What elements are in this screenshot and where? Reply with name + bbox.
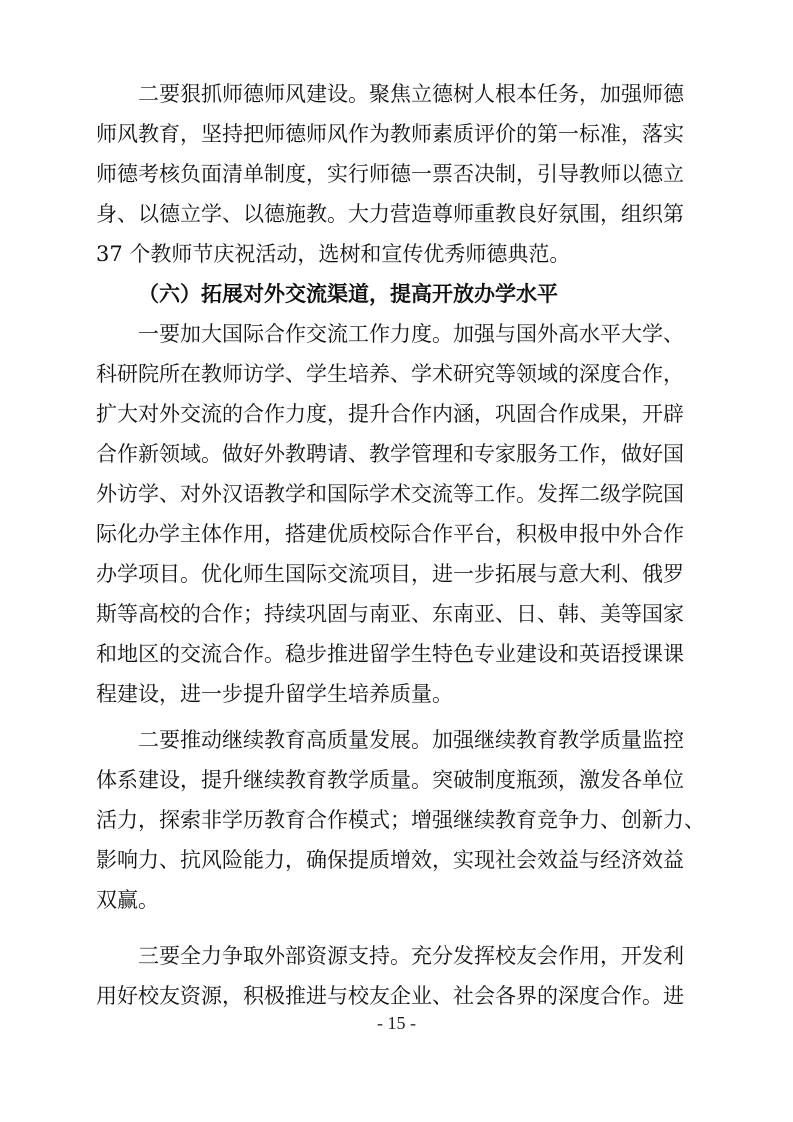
- text-line: 身、以德立学、以德施教。大力营造尊师重教良好氛围，组织第: [96, 202, 684, 226]
- text-line: 科研院所在教师访学、学生培养、学术研究等领域的深度合作，: [96, 362, 684, 386]
- text-line: 双赢。: [96, 888, 159, 912]
- text-line: 体系建设，提升继续教育教学质量。突破制度瓶颈，激发各单位: [96, 768, 684, 792]
- paragraph-international-cooperation: [96, 314, 710, 714]
- page-number: - 15 -: [377, 1013, 416, 1033]
- text-line: 办学项目。优化师生国际交流项目，进一步拓展与意大利、俄罗: [96, 562, 684, 586]
- section-heading-text: （六）拓展对外交流渠道，提高开放办学水平: [138, 281, 558, 306]
- text-line: 37 个教师节庆祝活动，选树和宣传优秀师德典范。: [96, 242, 571, 266]
- text-line: 用好校友资源，积极推进与校友企业、社会各界的深度合作。进: [96, 984, 684, 1008]
- text-line: 影响力、抗风险能力，确保提质增效，实现社会效益与经济效益: [96, 848, 684, 872]
- text-line: 扩大对外交流的合作力度，提升合作内涵，巩固合作成果，开辟: [96, 402, 684, 426]
- text-line: 师风教育，坚持把师德师风作为教师素质评价的第一标准，落实: [96, 122, 684, 146]
- text-line: 师德考核负面清单制度，实行师德一票否决制，引导教师以德立: [96, 162, 684, 186]
- page-body: [96, 74, 710, 1016]
- text-line: 二要狠抓师德师风建设。聚焦立德树人根本任务，加强师德: [138, 82, 684, 106]
- text-line: 斯等高校的合作；持续巩固与南亚、东南亚、日、韩、美等国家: [96, 602, 684, 626]
- text-line: 合作新领域。做好外教聘请、教学管理和专家服务工作，做好国: [96, 442, 684, 466]
- paragraph-continuing-education: [96, 720, 710, 920]
- paragraph-teacher-ethics: [96, 74, 710, 274]
- text-line: 程建设，进一步提升留学生培养质量。: [96, 682, 453, 706]
- text-line: 二要推动继续教育高质量发展。加强继续教育教学质量监控: [138, 728, 684, 752]
- text-line: 际化办学主体作用，搭建优质校际合作平台，积极申报中外合作: [96, 522, 684, 546]
- section-heading: [96, 274, 710, 314]
- text-line: 外访学、对外汉语教学和国际学术交流等工作。发挥二级学院国: [96, 482, 684, 506]
- text-line: 一要加大国际合作交流工作力度。加强与国外高水平大学、: [138, 322, 684, 346]
- paragraph-external-resources: [96, 936, 710, 1016]
- text-line: 和地区的交流合作。稳步推进留学生特色专业建设和英语授课课: [96, 642, 684, 666]
- text-line: 三要全力争取外部资源支持。充分发挥校友会作用，开发利: [138, 944, 684, 968]
- text-line: 活力，探索非学历教育合作模式；增强继续教育竞争力、创新力、: [96, 808, 705, 832]
